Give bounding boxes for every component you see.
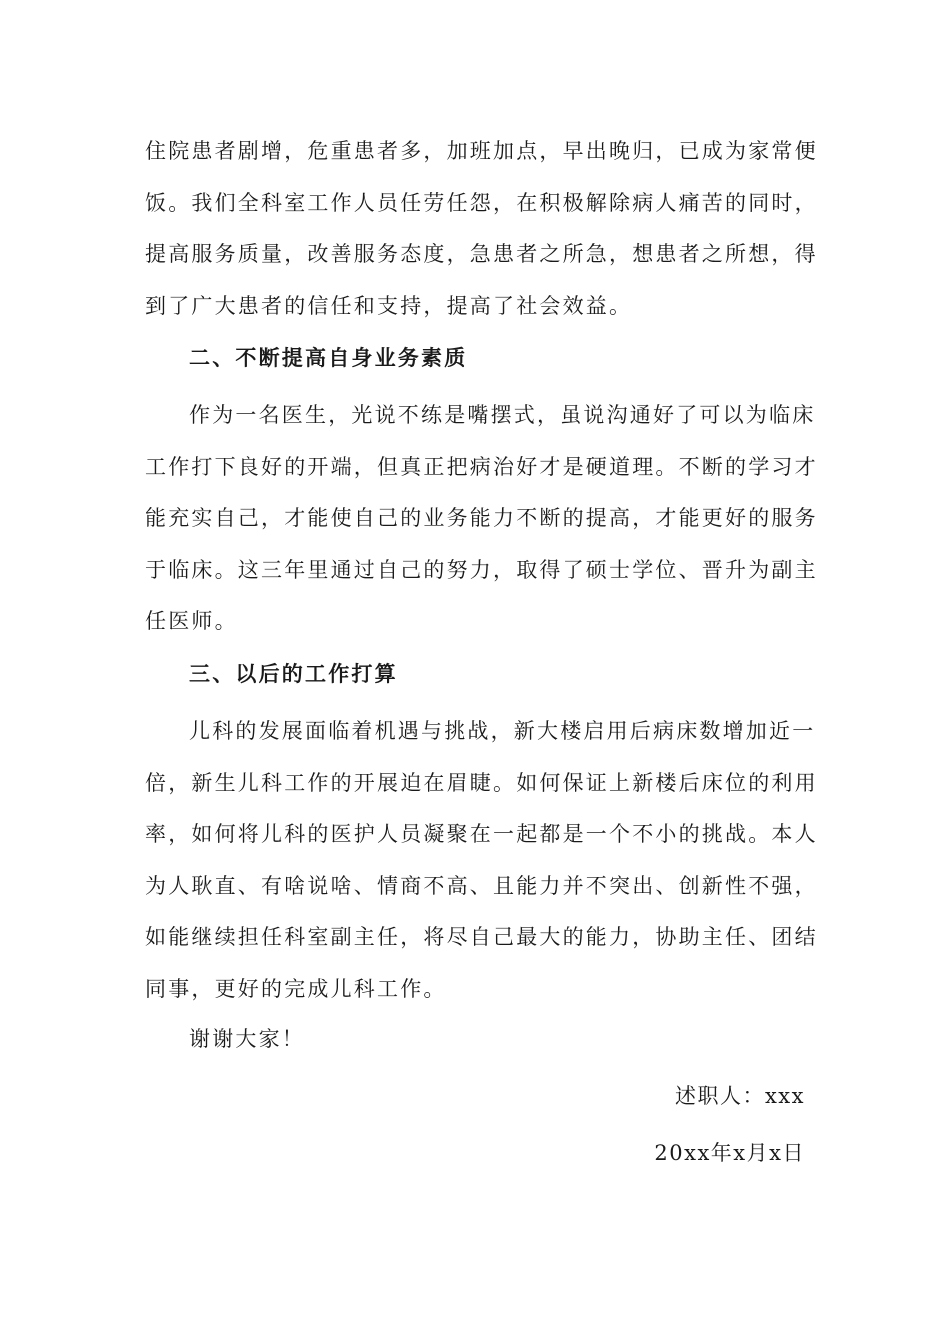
section-heading-3: 三、以后的工作打算 — [189, 661, 398, 686]
section-heading-2: 二、不断提高自身业务素质 — [189, 345, 468, 370]
paragraph-line: 倍，新生儿科工作的开展迫在眉睫。如何保证上新楼后床位的利用 — [145, 770, 818, 795]
closing-thanks: 谢谢大家！ — [189, 1027, 305, 1051]
signature-name: 述职人：xxx — [674, 1084, 805, 1108]
paragraph-section-2 — [145, 390, 818, 648]
paragraph-line: 率，如何将儿科的医护人员凝聚在一起都是一个不小的挑战。本人 — [145, 822, 818, 847]
paragraph-line: 为人耿直、有啥说啥、情商不高、且能力并不突出、创新性不强， — [145, 873, 818, 898]
paragraph-line: 如能继续担任科室副主任，将尽自己最大的能力，协助主任、团结 — [145, 925, 818, 950]
paragraph-line: 到了广大患者的信任和支持，提高了社会效益。 — [145, 293, 633, 318]
paragraph-intro — [145, 126, 818, 332]
paragraph-line: 提高服务质量，改善服务态度，急患者之所急，想患者之所想，得 — [145, 242, 818, 267]
signature-date: 20xx年x月x日 — [654, 1141, 805, 1165]
paragraph-line: 于临床。这三年里通过自己的努力，取得了硕士学位、晋升为副主 — [145, 557, 818, 582]
paragraph-line: 同事，更好的完成儿科工作。 — [145, 976, 447, 1001]
paragraph-line: 住院患者剧增，危重患者多，加班加点，早出晚归，已成为家常便 — [145, 139, 818, 163]
paragraph-line: 能充实自己，才能使自己的业务能力不断的提高，才能更好的服务 — [145, 506, 818, 531]
paragraph-line: 作为一名医生，光说不练是嘴摆式，虽说沟通好了可以为临床 — [189, 403, 816, 427]
paragraph-line: 饭。我们全科室工作人员任劳任怨，在积极解除病人痛苦的同时， — [145, 190, 818, 215]
paragraph-line: 儿科的发展面临着机遇与挑战，新大楼启用后病床数增加近一 — [189, 719, 816, 743]
paragraph-line: 任医师。 — [145, 609, 238, 634]
paragraph-section-3 — [145, 706, 818, 1016]
paragraph-line: 工作打下良好的开端，但真正把病治好才是硬道理。不断的学习才 — [145, 454, 818, 479]
